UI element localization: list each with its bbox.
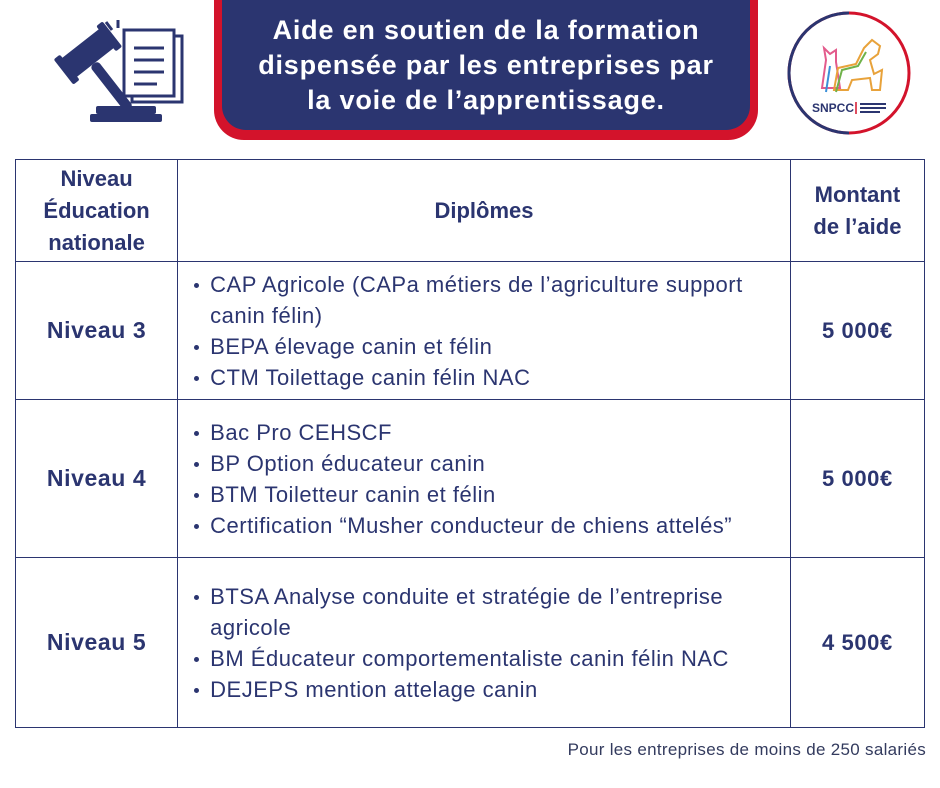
banner-title: Aide en soutien de la formation dispensée par les entreprises par la voie de l’apprentissage.: [258, 14, 714, 115]
diplomas-cell: [178, 262, 791, 400]
aid-table: [15, 159, 925, 728]
header-banner: [214, 0, 758, 140]
level-cell: Niveau 5: [16, 558, 178, 728]
list-item: CTM Toilettage canin félin NAC: [192, 362, 784, 393]
list-item: DEJEPS mention attelage canin: [192, 674, 784, 705]
diploma-list: [178, 579, 790, 707]
diploma-list: [178, 267, 790, 395]
list-item: CAP Agricole (CAPa métiers de l’agriculture support canin félin): [192, 269, 784, 331]
table-header-row: [16, 160, 925, 262]
header-banner-inner: [222, 0, 750, 130]
diplomas-cell: [178, 400, 791, 558]
list-item: Bac Pro CEHSCF: [192, 417, 784, 448]
header-amount: Montant de l’aide: [790, 160, 924, 262]
amount-cell: 5 000€: [790, 400, 924, 558]
table-row: [16, 558, 925, 728]
list-item: BM Éducateur comportementaliste canin félin NAC: [192, 643, 784, 674]
list-item: BTSA Analyse conduite et stratégie de l’entreprise agricole: [192, 581, 784, 643]
diploma-list: [178, 415, 790, 543]
list-item: BTM Toiletteur canin et félin: [192, 479, 784, 510]
logo-text: SNPCC: [812, 101, 855, 115]
diplomas-cell: [178, 558, 791, 728]
gavel-document-icon: [22, 18, 194, 126]
table-row: [16, 262, 925, 400]
header-level: Niveau Éducation nationale: [16, 160, 178, 262]
list-item: Certification “Musher conducteur de chiens attelés”: [192, 510, 784, 541]
amount-cell: 5 000€: [790, 262, 924, 400]
table-row: [16, 400, 925, 558]
level-cell: Niveau 3: [16, 262, 178, 400]
list-item: BP Option éducateur canin: [192, 448, 784, 479]
cat-dog-logo-icon: [786, 10, 912, 136]
list-item: BEPA élevage canin et félin: [192, 331, 784, 362]
footnote: Pour les entreprises de moins de 250 salariés: [567, 740, 926, 759]
level-cell: Niveau 4: [16, 400, 178, 558]
header-diplomas: Diplômes: [178, 160, 791, 262]
amount-cell: 4 500€: [790, 558, 924, 728]
